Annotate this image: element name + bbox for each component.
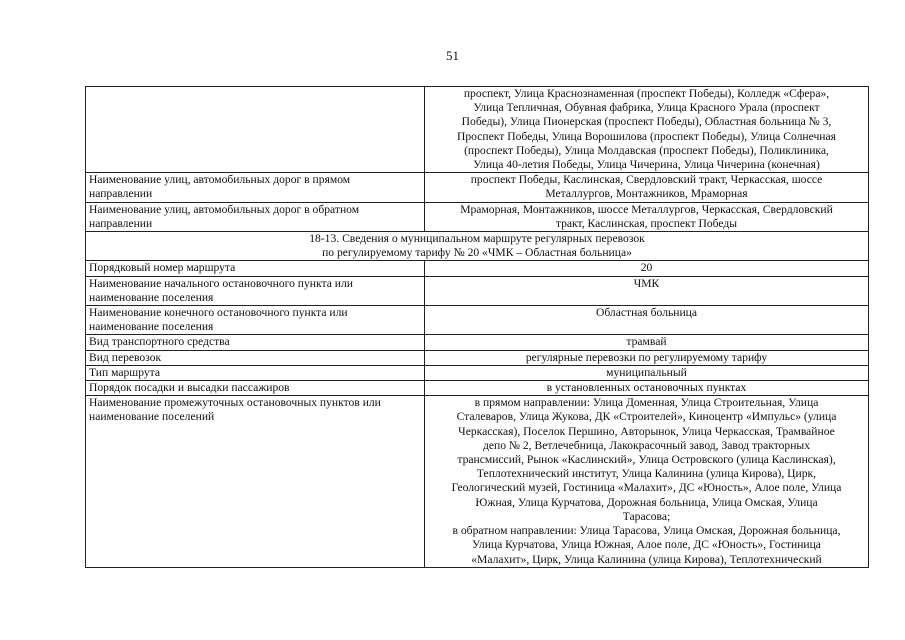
- table-row: [86, 306, 869, 335]
- value-cell: Областная больница: [425, 306, 869, 335]
- value-cell: муниципальный: [425, 365, 869, 380]
- label-cell: [86, 335, 425, 350]
- label-cell: [86, 381, 425, 396]
- value-line: Теплотехнический институт, Улица Калинина (улица Кирова), Цирк,: [476, 467, 817, 481]
- value-line: «Малахит», Цирк, Улица Калинина (улица Кирова), Теплотехнический: [471, 552, 822, 566]
- value-line: Южная, Улица Курчатова, Дорожная больница, Улица Омская, Улица: [475, 495, 818, 509]
- label-line: наименование поселения: [89, 290, 214, 304]
- value-cell: [425, 396, 869, 567]
- value-line: Черкасская), Поселок Першино, Авторынок, Улица Черкасская, Трамвайное: [458, 424, 835, 438]
- value-line: тракт, Каслинская, проспект Победы: [555, 216, 738, 230]
- label-line: Порядок посадки и высадки пассажиров: [89, 381, 290, 395]
- value-line: Победы), Улица Пионерская (проспект Победы), Областная больница № 3,: [461, 115, 832, 129]
- value-line: (проспект Победы), Улица Молдавская (проспект Победы), Поликлиника,: [464, 143, 829, 157]
- value-cell: ЧМК: [425, 276, 869, 305]
- value-cell: [425, 87, 869, 173]
- value-cell: 20: [425, 261, 869, 276]
- value-line: в обратном направлении: Улица Тарасова, Улица Омская, Дорожная больница,: [452, 524, 841, 538]
- label-line: Наименование начального остановочного пункта или: [89, 276, 353, 290]
- value-line: Геологический музей, Гостиница «Малахит», ДС «Юность», Алое поле, Улица: [451, 481, 842, 495]
- value-line: Тарасова;: [622, 509, 671, 523]
- table-row: [86, 261, 869, 276]
- value-line: Проспект Победы, Улица Ворошилова (проспект Победы), Улица Солнечная: [457, 129, 836, 143]
- table-row: [86, 276, 869, 305]
- label-cell: [86, 202, 425, 231]
- value-cell: в установленных остановочных пунктах: [425, 381, 869, 396]
- value-line: Улица Тепличная, Обувная фабрика, Улица Красного Урала (проспект: [473, 101, 820, 115]
- label-cell: [86, 396, 425, 567]
- route-table: [85, 86, 869, 568]
- value-line: депо № 2, Ветлечебница, Лакокрасочный завод, Завод тракторных: [482, 438, 811, 452]
- value-cell: трамвай: [425, 335, 869, 350]
- label-cell: [86, 365, 425, 380]
- label-cell: [86, 261, 425, 276]
- label-line: Тип маршрута: [89, 365, 161, 379]
- label-cell: [86, 276, 425, 305]
- value-cell: [425, 173, 869, 202]
- label-line: Порядковый номер маршрута: [89, 261, 236, 275]
- label-line: Наименование улиц, автомобильных дорог в обратном: [89, 202, 360, 216]
- value-cell: регулярные перевозки по регулируемому тарифу: [425, 350, 869, 365]
- table-row: [86, 350, 869, 365]
- section-title-line: 18-13. Сведения о муниципальном маршруте регулярных перевозок: [309, 232, 645, 246]
- label-cell: [86, 350, 425, 365]
- label-cell: [86, 306, 425, 335]
- section-heading: [86, 232, 869, 261]
- value-line: проспект, Улица Краснознаменная (проспект Победы), Колледж «Сфера»,: [463, 87, 830, 100]
- table-row: [86, 365, 869, 380]
- value-line: трансмиссий, Рынок «Каслинский», Улица Островского (улица Каслинская),: [457, 453, 836, 467]
- label-line: Наименование конечного остановочного пункта или: [89, 306, 348, 320]
- label-line: наименование поселений: [89, 410, 215, 424]
- label-line: Вид транспортного средства: [89, 335, 230, 349]
- table-row: [86, 335, 869, 350]
- table-row: [86, 87, 869, 173]
- table-row: [86, 173, 869, 202]
- value-line: проспект Победы, Каслинская, Свердловский тракт, Черкасская, шоссе: [470, 173, 823, 187]
- value-line: Улица Курчатова, Улица Южная, Алое поле, ДС «Юность», Гостиница: [472, 538, 821, 552]
- table-row: [86, 381, 869, 396]
- label-line: Вид перевозок: [89, 350, 162, 364]
- table-row: [86, 202, 869, 231]
- table-row: [86, 396, 869, 567]
- section-title-line: по регулируемому тарифу № 20 «ЧМК – Областная больница»: [322, 246, 632, 260]
- label-line: Наименование промежуточных остановочных пунктов или: [89, 396, 381, 410]
- label-line: Наименование улиц, автомобильных дорог в прямом: [89, 173, 351, 187]
- value-line: Мраморная, Монтажников, шоссе Металлургов, Черкасская, Свердловский: [460, 202, 833, 216]
- value-line: Металлургов, Монтажников, Мраморная: [545, 187, 748, 201]
- value-cell: [425, 202, 869, 231]
- route-table-body: [86, 87, 869, 568]
- label-cell: [86, 173, 425, 202]
- label-line: наименование поселения: [89, 320, 214, 334]
- label-line: направлении: [89, 216, 153, 230]
- page-number: 51: [446, 48, 459, 63]
- label-cell: [86, 87, 425, 173]
- label-line: направлении: [89, 187, 153, 201]
- value-line: в прямом направлении: Улица Доменная, Улица Строительная, Улица: [474, 396, 819, 410]
- table-row: [86, 232, 869, 261]
- value-line: Сталеваров, Улица Жукова, ДК «Строителей», Киноцентр «Импульс» (улица: [456, 410, 837, 424]
- value-line: Улица 40-летия Победы, Улица Чичерина, Улица Чичерина (конечная): [473, 158, 820, 172]
